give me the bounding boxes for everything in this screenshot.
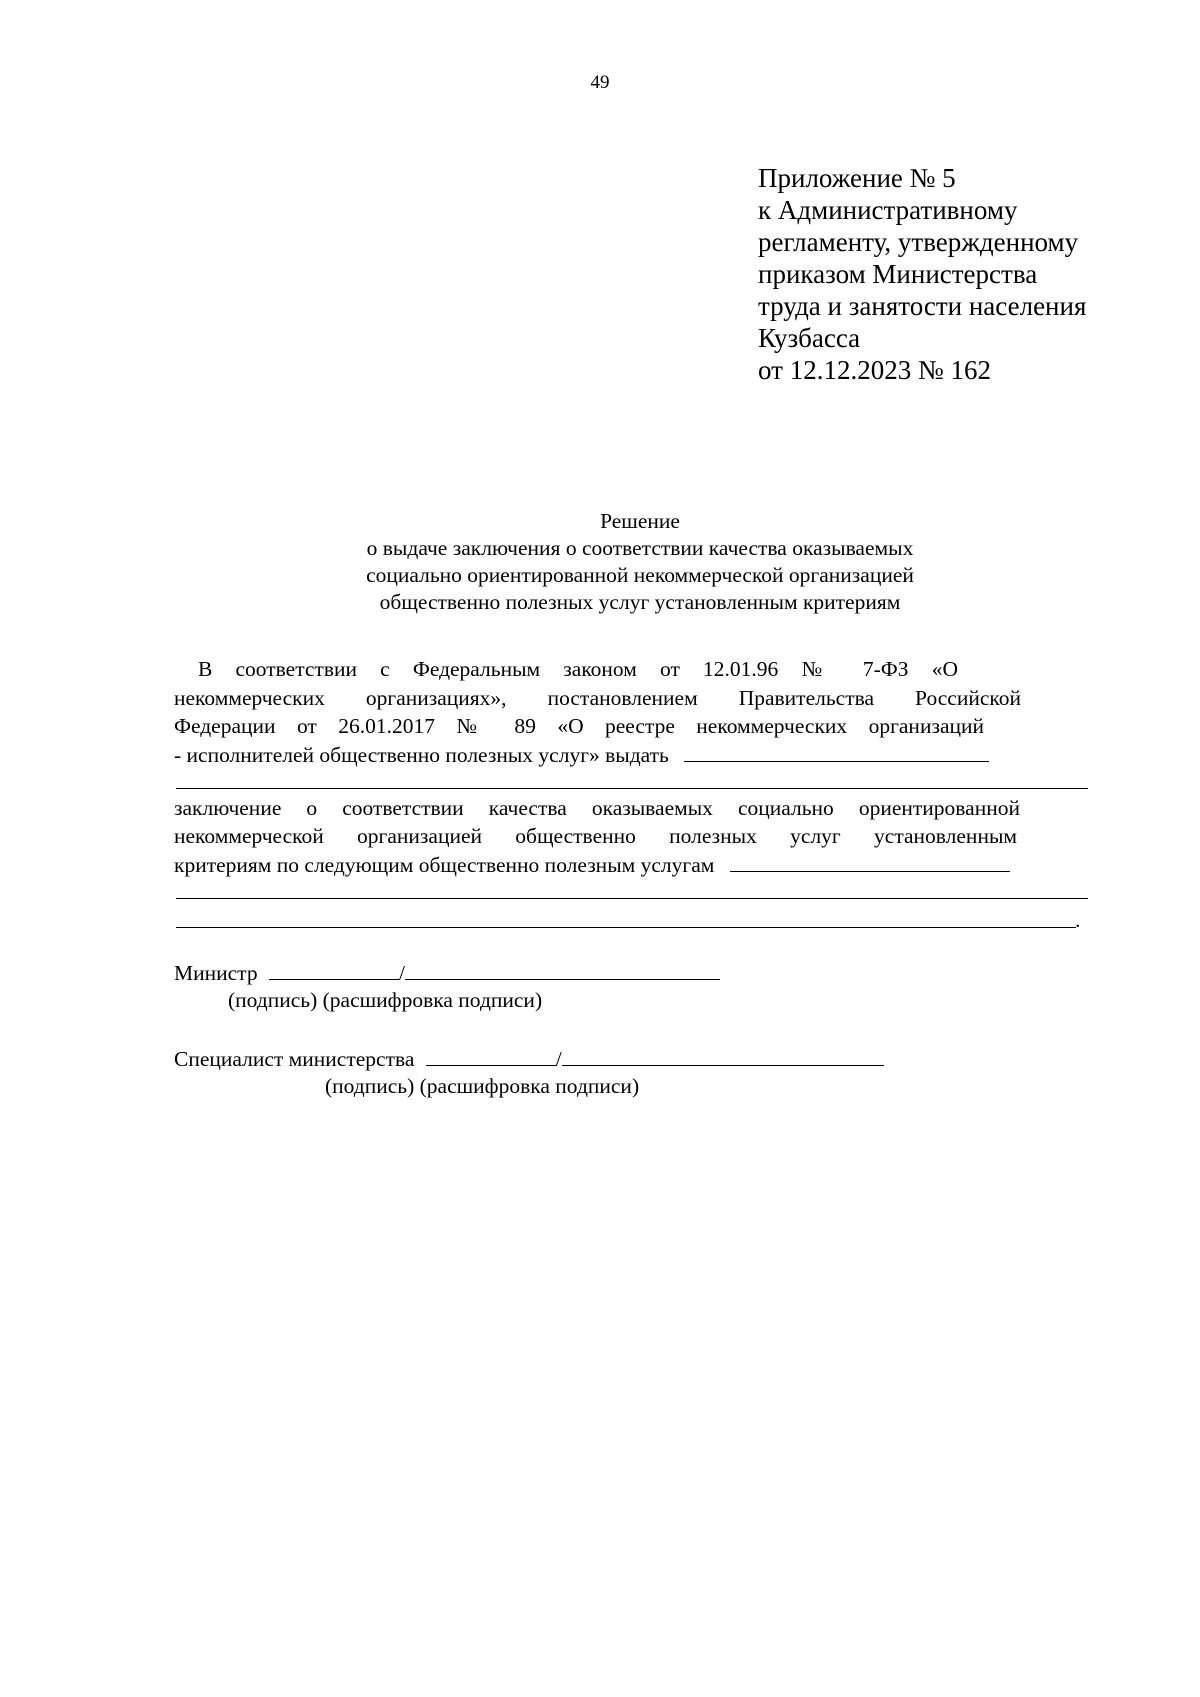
annex-line: от 12.12.2023 № 162 xyxy=(758,355,991,385)
annex-line: труда и занятости населения xyxy=(758,291,1087,321)
page-number: 49 xyxy=(590,72,610,93)
annex-line: Кузбасса xyxy=(758,323,861,353)
title-line: общественно полезных услуг установленным критериям xyxy=(379,590,901,614)
body-line: - исполнителей общественно полезных услуг» выдать xyxy=(174,743,669,767)
title-heading: Решение xyxy=(600,509,680,533)
end-period: . xyxy=(1075,908,1081,932)
body-line: критериям по следующим общественно полезным услугам xyxy=(174,853,715,877)
services-field-line[interactable] xyxy=(176,898,1088,899)
specialist-label: Специалист министерства xyxy=(174,1047,415,1071)
separator-slash: / xyxy=(555,1047,562,1071)
recipient-field-line[interactable] xyxy=(684,741,989,762)
minister-signature-row xyxy=(174,959,720,987)
title-line: социально ориентированной некоммерческой организацией xyxy=(366,563,914,587)
minister-caption: (подпись) (расшифровка подписи) xyxy=(228,988,543,1012)
document-title xyxy=(300,508,980,616)
title-line: о выдаче заключения о соответствии качества оказываемых xyxy=(366,536,914,560)
annex-line: регламенту, утвержденному xyxy=(758,227,1079,257)
minister-name-field[interactable] xyxy=(405,959,720,980)
specialist-name-field[interactable] xyxy=(562,1045,884,1066)
specialist-caption: (подпись) (расшифровка подписи) xyxy=(325,1074,640,1098)
specialist-signature-field[interactable] xyxy=(426,1045,556,1066)
minister-label: Министр xyxy=(174,961,258,985)
body-line: заключение о соответствии качества оказываемых социально ориентированной xyxy=(174,796,1020,820)
annex-line: к Административному xyxy=(758,195,1018,225)
recipient-field-line[interactable] xyxy=(176,788,1088,789)
annex-header xyxy=(758,162,1086,386)
minister-signature-field[interactable] xyxy=(269,959,399,980)
body-line-with-field xyxy=(174,851,1010,879)
separator-slash: / xyxy=(398,961,405,985)
body-line-with-field xyxy=(174,741,989,769)
specialist-signature-row xyxy=(174,1045,884,1073)
body-line: Федерации от 26.01.2017 № 89 «О реестре некоммерческих организаций xyxy=(174,714,984,738)
services-field-line[interactable] xyxy=(176,927,1076,928)
body-line: некоммерческих организациях», постановлением Правительства Российской xyxy=(174,686,1021,710)
annex-line: Приложение № 5 xyxy=(758,163,956,193)
services-field-line[interactable] xyxy=(730,851,1010,872)
body-line: В соответствии с Федеральным законом от 12.01.96 № 7-ФЗ «О xyxy=(198,657,958,681)
annex-line: приказом Министерства xyxy=(758,259,1038,289)
body-line: некоммерческой организацией общественно полезных услуг установленным xyxy=(174,824,1017,848)
